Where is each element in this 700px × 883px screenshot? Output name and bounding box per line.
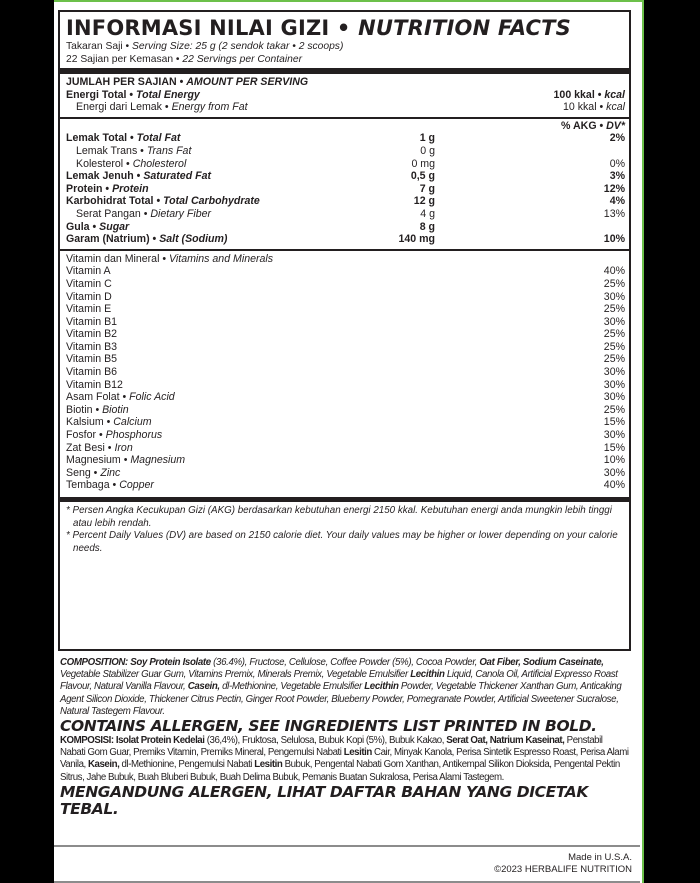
nutrient-name-en: Dietary Fiber bbox=[150, 207, 212, 220]
nutrient-name-en: Total Carbohydrate bbox=[163, 195, 260, 208]
vitamin-row bbox=[66, 341, 625, 354]
vitamin-name-id: Vitamin E bbox=[66, 303, 112, 316]
nutrient-name-id: Protein • bbox=[66, 182, 113, 195]
nutrient-dv: 0% bbox=[609, 157, 625, 170]
nutrient-row bbox=[66, 145, 625, 158]
total-energy-row bbox=[66, 89, 625, 102]
vitamin-name bbox=[66, 442, 435, 455]
nutrient-dv: 12% bbox=[603, 182, 625, 195]
vitamin-dv: 10% bbox=[603, 454, 625, 467]
nutrient-dv bbox=[435, 221, 625, 234]
nutrient-name-id: Garam (Natrium) • bbox=[66, 233, 160, 246]
ingredient-text: dl-Methionine, Pengemulsi Nabati bbox=[119, 759, 255, 771]
energy-fat-label-en: Energy from Fat bbox=[171, 101, 248, 114]
nutrient-name bbox=[66, 183, 285, 196]
vitamin-dv: 15% bbox=[603, 416, 625, 429]
nutrient-name-id: Gula • bbox=[66, 220, 100, 233]
vitamins-heading-id: Vitamin dan Mineral • bbox=[66, 252, 170, 265]
vitamin-name-id: Magnesium • bbox=[66, 454, 131, 467]
nutrient-name-en: Protein bbox=[112, 182, 149, 195]
vitamin-row bbox=[66, 479, 625, 492]
vitamin-dv: 30% bbox=[603, 315, 625, 328]
vitamin-row bbox=[66, 353, 625, 366]
vitamin-name-id: Biotin • bbox=[66, 403, 103, 416]
vitamin-name bbox=[66, 404, 435, 417]
nutrient-name-en: Salt (Sodium) bbox=[159, 233, 228, 246]
label-title bbox=[60, 12, 629, 40]
nutrient-dv: 2% bbox=[609, 132, 625, 145]
energy-from-fat-row bbox=[66, 101, 625, 114]
vitamin-row bbox=[66, 303, 625, 316]
label-panel bbox=[54, 0, 644, 883]
nutrient-name bbox=[66, 145, 285, 158]
vitamin-row bbox=[66, 429, 625, 442]
allergen-ingredient: Isolat Protein Kedelai bbox=[115, 735, 205, 747]
title-en: NUTRITION FACTS bbox=[358, 16, 571, 40]
vitamin-name bbox=[66, 429, 435, 442]
vitamin-name-id: Vitamin B6 bbox=[66, 366, 118, 379]
amount-section bbox=[60, 74, 629, 114]
energy-fat-value: 10 kkal • bbox=[562, 101, 607, 114]
nutrient-name bbox=[66, 158, 285, 171]
vitamin-name-id: Fosfor • bbox=[66, 429, 106, 442]
vitamin-name-id: Tembaga • bbox=[66, 479, 120, 492]
vitamin-dv: 30% bbox=[603, 290, 625, 303]
nutrient-name-id: Lemak Trans • bbox=[76, 144, 147, 157]
allergen-ingredient: Oat Fiber, Sodium Caseinate, bbox=[479, 657, 604, 668]
vitamin-dv: 40% bbox=[603, 265, 625, 278]
vitamin-name-id: Vitamin B2 bbox=[66, 328, 118, 341]
nutrient-amount: 1 g bbox=[419, 132, 435, 145]
gray-rule bbox=[54, 845, 640, 847]
vitamin-name bbox=[66, 278, 435, 291]
vitamin-name-en: Magnesium bbox=[130, 454, 186, 467]
vitamin-dv: 30% bbox=[603, 366, 625, 379]
vitamin-dv: 40% bbox=[603, 479, 625, 492]
vitamin-row bbox=[66, 416, 625, 429]
allergen-warning-en: CONTAINS ALLERGEN, SEE INGREDIENTS LIST PRINTED IN BOLD. bbox=[60, 717, 597, 736]
allergen-warning-id: MENGANDUNG ALERGEN, LIHAT DAFTAR BAHAN YANG DICETAK TEBAL. bbox=[60, 782, 588, 818]
nutrient-name bbox=[66, 132, 285, 145]
allergen-ingredient: Lecithin bbox=[364, 681, 399, 693]
nutrient-dv bbox=[435, 145, 625, 158]
ingredient-text: Powder, Vegetable Thickener Xanthan Gum, Anticaking Agent Silicon Dioxide, Thickener Citrus Pectin, Ginger Root Powder, Blueberry Powder, Pomegranate Powder, Artificial Sweetener Sucralose, Natural Tastegem Flavour. bbox=[60, 681, 622, 717]
nutrient-name-en: Saturated Fat bbox=[143, 170, 212, 183]
vitamin-name-en: Phosphorus bbox=[105, 429, 163, 442]
composition-id bbox=[60, 735, 630, 784]
vitamin-dv: 25% bbox=[603, 328, 625, 341]
vitamin-dv: 25% bbox=[603, 303, 625, 316]
vitamin-dv: 30% bbox=[603, 378, 625, 391]
vitamin-row bbox=[66, 454, 625, 467]
vitamin-name bbox=[66, 303, 435, 316]
nutrient-row bbox=[66, 208, 625, 221]
vitamin-name-id: Vitamin D bbox=[66, 290, 112, 303]
vitamin-name bbox=[66, 391, 435, 404]
vitamin-name-id: Vitamin B5 bbox=[66, 353, 118, 366]
ingredient-text: Cair, Minyak Kanola, Perisa Sintetik Espresso Roast, Perisa Alami Vanila, bbox=[60, 747, 629, 771]
nutrition-facts-box bbox=[58, 10, 631, 651]
dv-header: % AKG • bbox=[561, 119, 607, 132]
nutrient-name bbox=[66, 170, 285, 183]
allergen-ingredient: Lecithin bbox=[410, 669, 445, 681]
vitamin-dv: 15% bbox=[603, 441, 625, 454]
nutrient-row bbox=[66, 195, 625, 208]
footnote-akg: * Persen Angka Kecukupan Gizi (AKG) berdasarkan kebutuhan energi 2150 kkal. Kebutuhan energi anda mungkin lebih tinggi atau lebih rendah. bbox=[66, 505, 612, 529]
vitamin-name-en: Folic Acid bbox=[129, 391, 175, 404]
nutrient-name bbox=[66, 221, 285, 234]
allergen-ingredient: Kasein, bbox=[88, 759, 120, 771]
nutrient-row bbox=[66, 221, 625, 234]
nutrient-dv: 4% bbox=[609, 195, 625, 208]
nutrient-name bbox=[66, 208, 285, 221]
divider bbox=[60, 117, 629, 119]
vitamin-dv: 30% bbox=[603, 466, 625, 479]
allergen-ingredient: Casein, bbox=[187, 681, 220, 693]
nutrients-section bbox=[60, 120, 629, 246]
vitamin-row bbox=[66, 328, 625, 341]
nutrient-name-id: Lemak Total • bbox=[66, 132, 137, 145]
vitamin-name bbox=[66, 353, 435, 366]
nutrient-amount: 0 g bbox=[420, 144, 435, 157]
title-separator: • bbox=[329, 16, 359, 40]
footnotes bbox=[60, 502, 629, 557]
vitamin-name bbox=[66, 291, 435, 304]
ingredient-text: Liquid, Canola Oil, Artificial Expresso Roast Flavour, Natural Vanilla Flavour, bbox=[60, 669, 618, 693]
dv-header-en: DV* bbox=[606, 119, 625, 132]
vitamin-name-id: Vitamin B3 bbox=[66, 340, 118, 353]
made-in: Made in U.S.A. bbox=[568, 852, 632, 863]
vitamin-name-id: Zat Besi • bbox=[66, 441, 115, 454]
allergen-ingredient: Lesitin bbox=[254, 759, 283, 771]
energy-fat-label-id: Energi dari Lemak • bbox=[76, 101, 172, 114]
nutrient-row bbox=[66, 233, 625, 246]
nutrient-name-en: Sugar bbox=[99, 220, 130, 233]
vitamin-name-id: Seng • bbox=[66, 466, 101, 479]
vitamin-name bbox=[66, 467, 435, 480]
vitamins-heading-en: Vitamins and Minerals bbox=[169, 252, 274, 265]
serving-size-id: Takaran Saji • bbox=[66, 41, 132, 52]
vitamin-name-id: Vitamin B12 bbox=[66, 378, 123, 391]
nutrient-row bbox=[66, 132, 625, 145]
energy-label-id: Energi Total • bbox=[66, 88, 137, 101]
servings-per-container bbox=[60, 53, 629, 66]
nutrient-amount: 0 mg bbox=[411, 157, 435, 170]
vitamin-list bbox=[66, 265, 625, 492]
serving-size bbox=[60, 40, 629, 53]
vitamin-row bbox=[66, 379, 625, 392]
vitamin-name-en: Zinc bbox=[100, 466, 121, 479]
vitamin-name-id: Vitamin B1 bbox=[66, 315, 118, 328]
nutrient-name-id: Karbohidrat Total • bbox=[66, 195, 164, 208]
vitamin-row bbox=[66, 316, 625, 329]
footnote-dv: * Percent Daily Values (DV) are based on 2150 calorie diet. Your daily values may be higher or lower depending on your calorie needs. bbox=[66, 530, 618, 554]
vitamin-name-en: Biotin bbox=[102, 403, 129, 416]
footer bbox=[494, 852, 632, 876]
nutrient-row bbox=[66, 183, 625, 196]
vitamin-row bbox=[66, 278, 625, 291]
nutrient-amount: 4 g bbox=[420, 207, 435, 220]
vitamin-name-en: Iron bbox=[114, 441, 133, 454]
allergen-ingredient: Serat Oat, Natrium Kaseinat, bbox=[446, 735, 565, 747]
vitamin-name-id: Vitamin C bbox=[66, 277, 112, 290]
allergen-ingredient: Lesitin bbox=[343, 747, 372, 759]
vitamins-section bbox=[60, 251, 629, 492]
vitamin-name bbox=[66, 416, 435, 429]
amount-heading-id: JUMLAH PER SAJIAN • bbox=[66, 76, 187, 88]
servings-id: 22 Sajian per Kemasan • bbox=[66, 54, 183, 65]
nutrient-name-en: Total Fat bbox=[136, 132, 181, 145]
vitamin-name-en: Copper bbox=[119, 479, 154, 492]
nutrient-amount: 7 g bbox=[419, 182, 435, 195]
nutrient-amount: 12 g bbox=[413, 195, 435, 208]
vitamin-row bbox=[66, 442, 625, 455]
nutrient-name-id: Lemak Jenuh • bbox=[66, 170, 144, 183]
amount-heading-en: AMOUNT PER SERVING bbox=[186, 76, 309, 88]
nutrient-dv: 13% bbox=[603, 207, 625, 220]
nutrient-name bbox=[66, 195, 285, 208]
ingredient-text: Vegetable Stabilizer Guar Gum, Vitamins Premix, Minerals Premix, Vegetable Emulsifier bbox=[60, 669, 411, 681]
vitamins-heading bbox=[66, 253, 625, 266]
vitamin-name bbox=[66, 479, 435, 492]
vitamin-dv: 25% bbox=[603, 277, 625, 290]
nutrient-dv: 10% bbox=[603, 233, 625, 246]
vitamin-name-id: Vitamin A bbox=[66, 265, 111, 278]
composition-label: KOMPOSISI: bbox=[60, 735, 116, 747]
energy-unit: kcal bbox=[604, 88, 625, 101]
vitamin-row bbox=[66, 366, 625, 379]
vitamin-dv: 30% bbox=[603, 429, 625, 442]
vitamin-row bbox=[66, 467, 625, 480]
vitamin-name bbox=[66, 379, 435, 392]
vitamin-row bbox=[66, 291, 625, 304]
nutrient-name-en: Trans Fat bbox=[146, 144, 192, 157]
vitamin-dv: 25% bbox=[603, 403, 625, 416]
servings-en: 22 Servings per Container bbox=[182, 54, 303, 65]
vitamin-name-id: Kalsium • bbox=[66, 416, 114, 429]
nutrient-amount: 140 mg bbox=[398, 233, 435, 246]
ingredient-text: dl-Methionine, Vegetable Emulsifier bbox=[219, 681, 365, 693]
copyright: ©2023 HERBALIFE NUTRITION bbox=[494, 864, 632, 875]
composition-label: COMPOSITION: bbox=[60, 657, 131, 668]
nutrient-list bbox=[66, 132, 625, 245]
nutrient-name-en: Cholesterol bbox=[132, 157, 187, 170]
vitamin-name bbox=[66, 265, 435, 278]
ingredient-text: (36,4%), Fruktosa, Selulosa, Bubuk Kopi (5%), Bubuk Kakao, bbox=[204, 735, 447, 747]
vitamin-name-en: Calcium bbox=[113, 416, 152, 429]
title-id: INFORMASI NILAI GIZI bbox=[66, 16, 330, 40]
nutrient-name-id: Kolesterol • bbox=[76, 157, 133, 170]
ingredient-text: Bubuk, Pengental Nabati Gom Xanthan, Antikempal Silikon Dioksida, Pengental Pektin Sitrus, Jahe Bubuk, Buah Bluberi Bubuk, Buah Delima Bubuk, Pemanis Buatan Sukralosa, Perisa Alami Tastegem. bbox=[60, 759, 620, 783]
ingredient-text: Penstabil Nabati Gom Guar, Premiks Vitamin, Premiks Mineral, Pengemulsi Nabati bbox=[60, 735, 603, 759]
nutrient-dv: 3% bbox=[609, 170, 625, 183]
energy-fat-unit: kcal bbox=[606, 101, 625, 114]
nutrient-amount: 0,5 g bbox=[410, 170, 435, 183]
vitamin-name-id: Asam Folat • bbox=[66, 391, 130, 404]
composition-en bbox=[60, 657, 630, 718]
vitamin-name bbox=[66, 316, 435, 329]
vitamin-dv: 25% bbox=[603, 353, 625, 366]
vitamin-row bbox=[66, 391, 625, 404]
vitamin-name bbox=[66, 454, 435, 467]
vitamin-dv: 30% bbox=[603, 391, 625, 404]
energy-value: 100 kkal • bbox=[553, 88, 605, 101]
vitamin-name bbox=[66, 328, 435, 341]
amount-heading bbox=[66, 76, 625, 89]
vitamin-row bbox=[66, 265, 625, 278]
vitamin-dv: 25% bbox=[603, 340, 625, 353]
allergen-ingredient: Soy Protein Isolate bbox=[130, 657, 211, 668]
vitamin-row bbox=[66, 404, 625, 417]
energy-label-en: Total Energy bbox=[136, 88, 200, 101]
nutrient-row bbox=[66, 170, 625, 183]
dv-header-row bbox=[66, 120, 625, 133]
nutrient-name bbox=[66, 233, 285, 246]
ingredient-text: (36.4%), Fructose, Cellulose, Coffee Powder (5%), Cocoa Powder, bbox=[210, 657, 480, 668]
nutrient-name-id: Serat Pangan • bbox=[76, 207, 151, 220]
serving-size-en: Serving Size: 25 g (2 sendok takar • 2 scoops) bbox=[132, 41, 344, 52]
vitamin-name bbox=[66, 341, 435, 354]
vitamin-name bbox=[66, 366, 435, 379]
nutrient-amount: 8 g bbox=[419, 220, 435, 233]
nutrient-row bbox=[66, 158, 625, 171]
ingredients-section bbox=[60, 657, 630, 818]
